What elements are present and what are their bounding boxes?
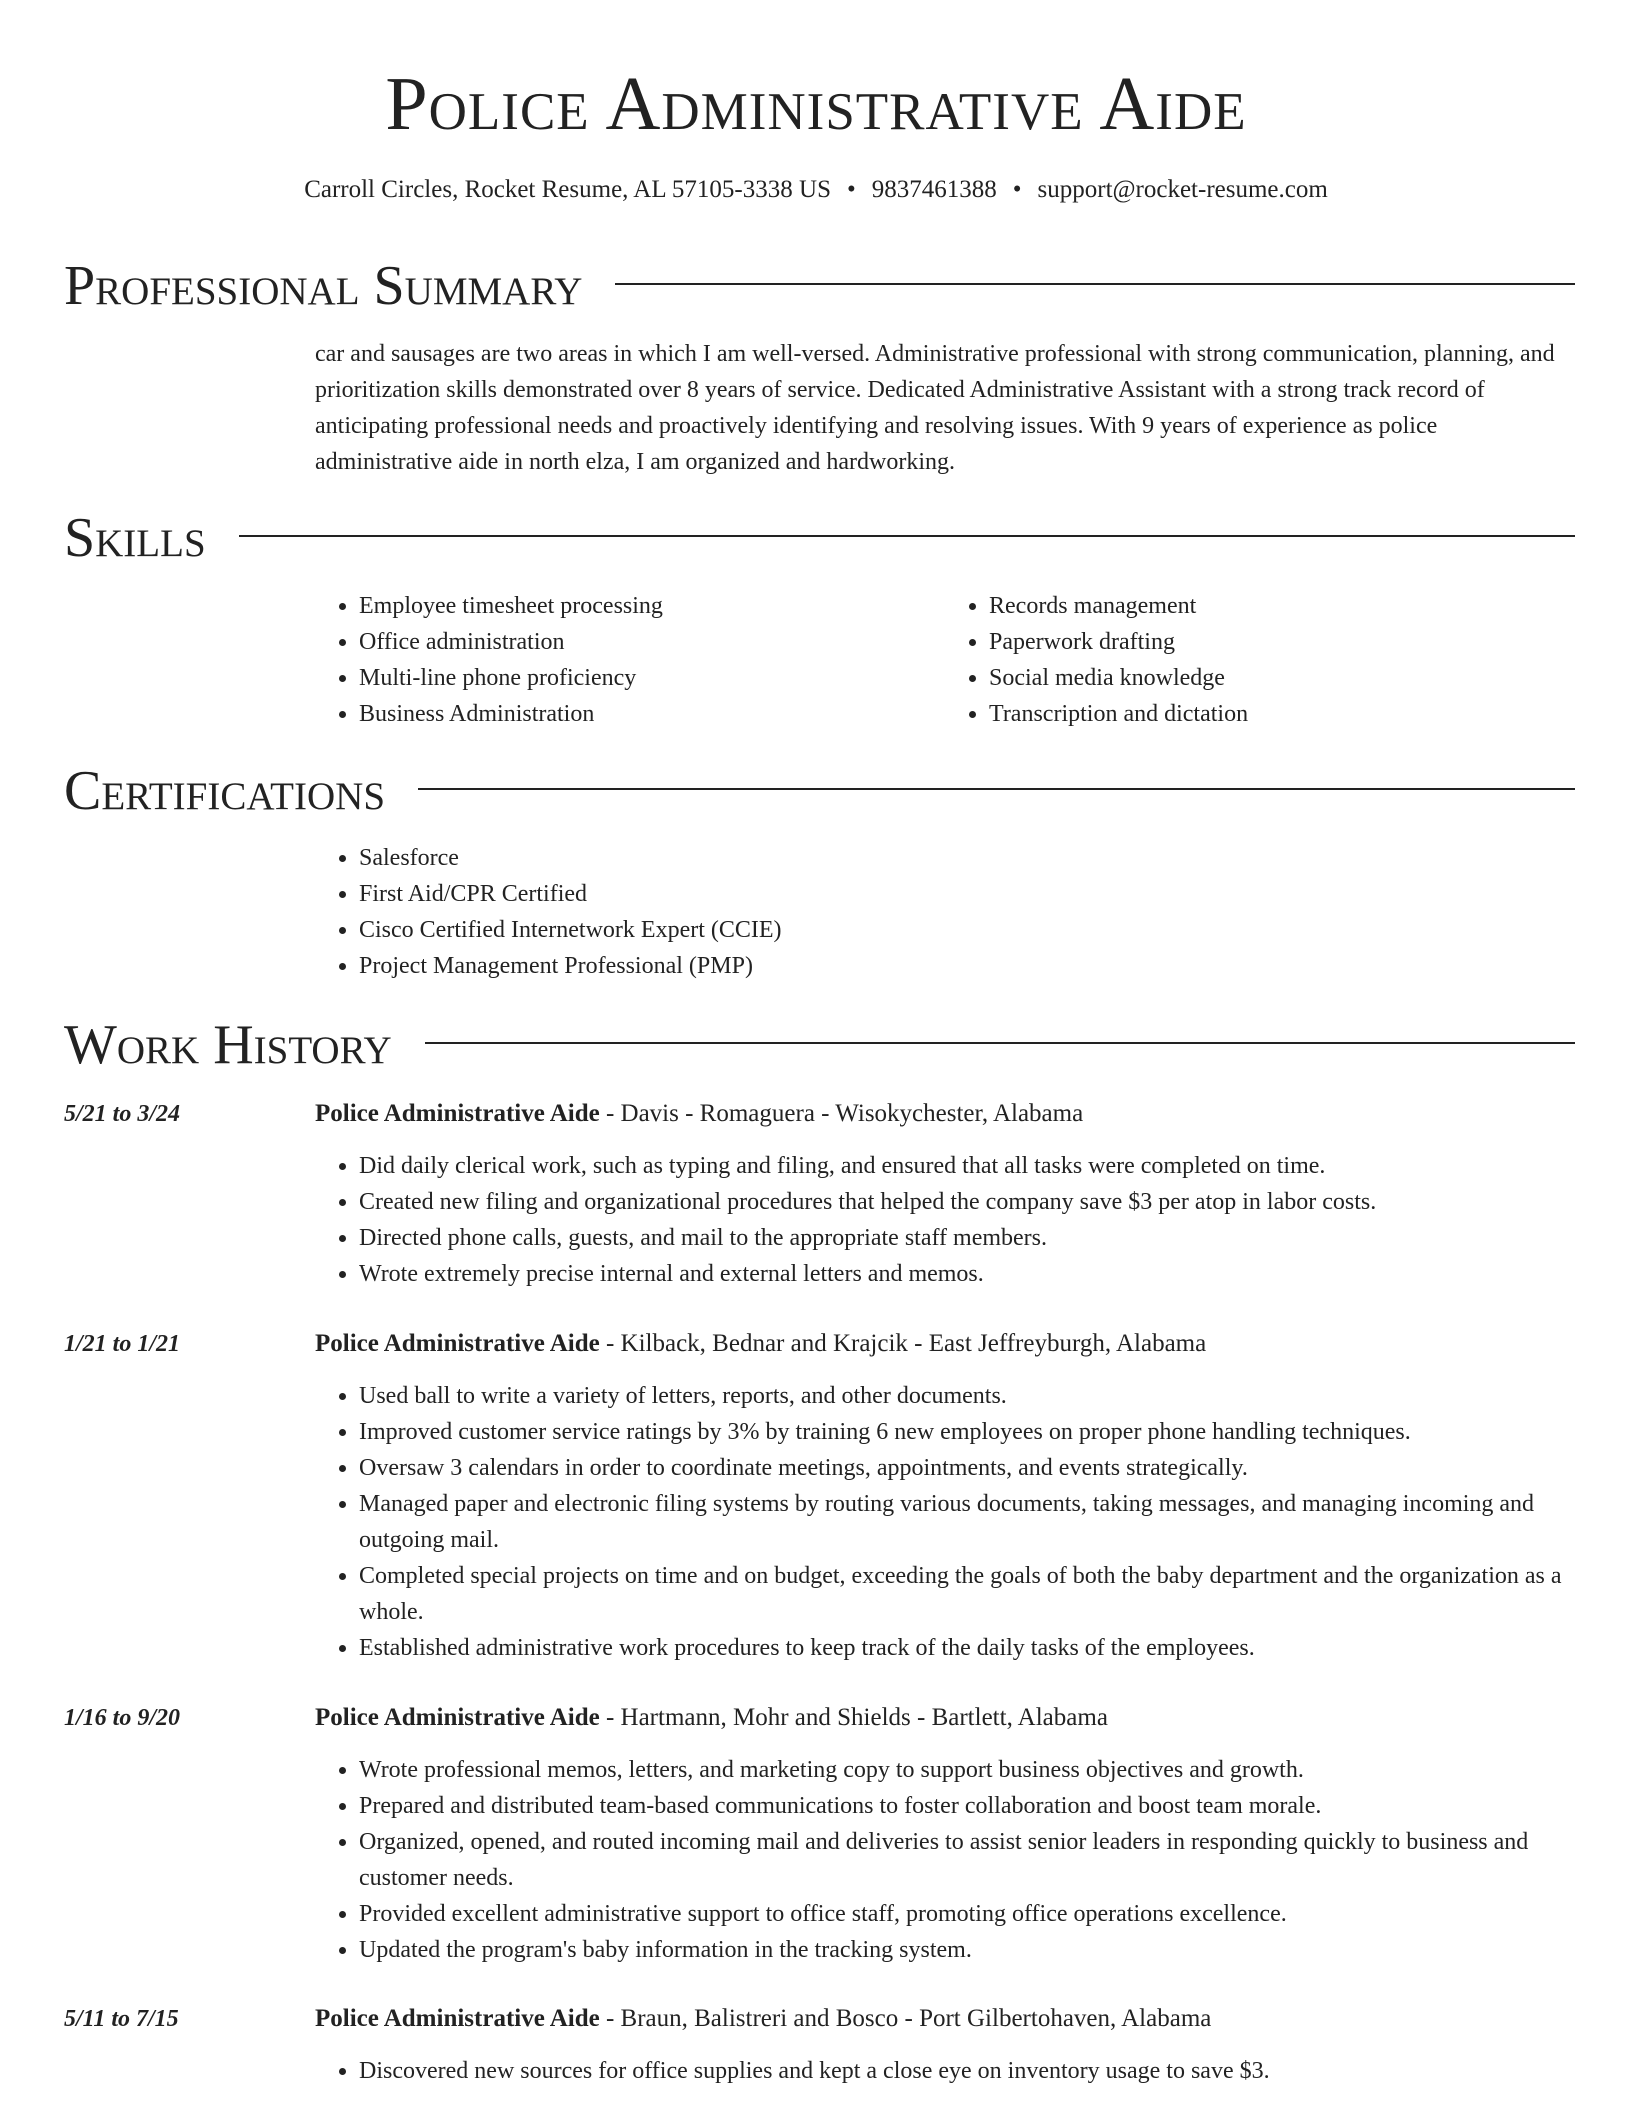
certifications-heading-row (64, 759, 1575, 823)
job-bullet: • Created new filing and organizational procedures that helped the company save $3 per atop in labor costs. (359, 1184, 1575, 1220)
skill-item: • Office administration (359, 624, 945, 660)
job-dates: 1/21 to 1/21 (64, 1331, 181, 1357)
skills-heading: Skills (64, 507, 206, 569)
section-rule (425, 1042, 1575, 1044)
job-bullet: • Completed special projects on time and on budget, exceeding the goals of both the baby department and the organization as a whole. (359, 1558, 1575, 1630)
contact-address: Carroll Circles, Rocket Resume, AL 57105-3338 US (304, 176, 831, 203)
skill-item: • Paperwork drafting (989, 624, 1575, 660)
certification-item: • Cisco Certified Internetwork Expert (CCIE) (359, 912, 1575, 948)
job-employer: - Hartmann, Mohr and Shields - Bartlett, Alabama (599, 1704, 1108, 1731)
job-title-line (315, 1096, 1575, 1132)
job-bullet: • Used ball to write a variety of letters, reports, and other documents. (359, 1378, 1575, 1414)
job-title-line (315, 1700, 1575, 1736)
job-entry (315, 1096, 1575, 1292)
job-bullet: • Oversaw 3 calendars in order to coordinate meetings, appointments, and events strategically. (359, 1450, 1575, 1486)
job-title: Police Administrative Aide (315, 1704, 600, 1731)
job-bullets (315, 1752, 1575, 1968)
job-title-line (315, 2001, 1575, 2037)
section-rule (239, 535, 1575, 537)
skills-heading-row (64, 506, 1575, 570)
job-dates: 1/16 to 9/20 (64, 1705, 181, 1731)
skill-item: • Records management (989, 588, 1575, 624)
skill-item: • Business Administration (359, 696, 945, 732)
job-entry (315, 2001, 1575, 2089)
job-bullet: • Directed phone calls, guests, and mail to the appropriate staff members. (359, 1220, 1575, 1256)
job-employer: - Davis - Romaguera - Wisokychester, Alabama (599, 1100, 1084, 1127)
job-dates: 5/21 to 3/24 (64, 1101, 181, 1127)
skill-item: • Employee timesheet processing (359, 588, 945, 624)
job-title: Police Administrative Aide (315, 2005, 600, 2032)
contact-email: support@rocket-resume.com (1037, 176, 1328, 203)
job-bullet: • Updated the program's baby information in the tracking system. (359, 1932, 1575, 1968)
skill-item: • Multi-line phone proficiency (359, 660, 945, 696)
work-history-heading-row (64, 1013, 1575, 1077)
job-bullet: • Discovered new sources for office supplies and kept a close eye on inventory usage to save $3. (359, 2053, 1575, 2089)
job-employer: - Kilback, Bednar and Krajcik - East Jeffreyburgh, Alabama (599, 1330, 1207, 1357)
job-bullets (315, 1148, 1575, 1292)
skill-item: • Social media knowledge (989, 660, 1575, 696)
job-bullets (315, 1378, 1575, 1666)
job-title: Police Administrative Aide (315, 1330, 600, 1357)
job-employer: - Braun, Balistreri and Bosco - Port Gilbertohaven, Alabama (599, 2005, 1212, 2032)
work-history-heading: Work History (64, 1014, 392, 1076)
job-bullet: • Did daily clerical work, such as typing and filing, and ensured that all tasks were completed on time. (359, 1148, 1575, 1184)
job-dates: 5/11 to 7/15 (64, 2006, 179, 2032)
certification-item: • Project Management Professional (PMP) (359, 948, 1575, 984)
skills-column-left (315, 588, 945, 732)
certification-item: • Salesforce (359, 840, 1575, 876)
summary-text: car and sausages are two areas in which I am well-versed. Administrative professional with strong communication, planning, and prioritization skills demonstrated over 8 years of service. Dedicated Administrative Assistant with a strong track record of anticipating professional needs and proactively identifying and resolving issues. With 9 years of experience as police administrative aide in north elza, I am organized and hardworking. (315, 341, 1555, 475)
job-title-line (315, 1326, 1575, 1362)
section-rule (418, 788, 1575, 790)
contact-separator: • (846, 176, 856, 203)
job-bullet: • Established administrative work procedures to keep track of the daily tasks of the employees. (359, 1630, 1575, 1666)
job-bullet: • Provided excellent administrative support to office staff, promoting office operations excellence. (359, 1896, 1575, 1932)
job-bullet: • Prepared and distributed team-based communications to foster collaboration and boost team morale. (359, 1788, 1575, 1824)
contact-line (0, 174, 1632, 206)
section-rule (615, 283, 1575, 285)
contact-separator: • (1012, 176, 1022, 203)
job-bullet: • Managed paper and electronic filing systems by routing various documents, taking messages, and managing incoming and outgoing mail. (359, 1486, 1575, 1558)
contact-phone: 9837461388 (871, 176, 997, 203)
job-title: Police Administrative Aide (315, 1100, 600, 1127)
job-bullet: • Wrote professional memos, letters, and marketing copy to support business objectives and growth. (359, 1752, 1575, 1788)
job-entry (315, 1326, 1575, 1666)
summary-heading-row (64, 254, 1575, 318)
job-bullet: • Improved customer service ratings by 3% by training 6 new employees on proper phone handling techniques. (359, 1414, 1575, 1450)
job-bullets (315, 2053, 1575, 2089)
skill-item: • Transcription and dictation (989, 696, 1575, 732)
job-bullet: • Wrote extremely precise internal and external letters and memos. (359, 1256, 1575, 1292)
job-entry (315, 1700, 1575, 1968)
certification-item: • First Aid/CPR Certified (359, 876, 1575, 912)
skills-column-right (945, 588, 1575, 732)
summary-heading: Professional Summary (64, 255, 583, 317)
certifications-heading: Certifications (64, 760, 386, 822)
skills-list (315, 588, 1575, 732)
resume-name: Police Administrative Aide (385, 62, 1247, 146)
job-bullet: • Organized, opened, and routed incoming mail and deliveries to assist senior leaders in responding quickly to business and customer needs. (359, 1824, 1575, 1896)
certifications-list (315, 840, 1575, 984)
